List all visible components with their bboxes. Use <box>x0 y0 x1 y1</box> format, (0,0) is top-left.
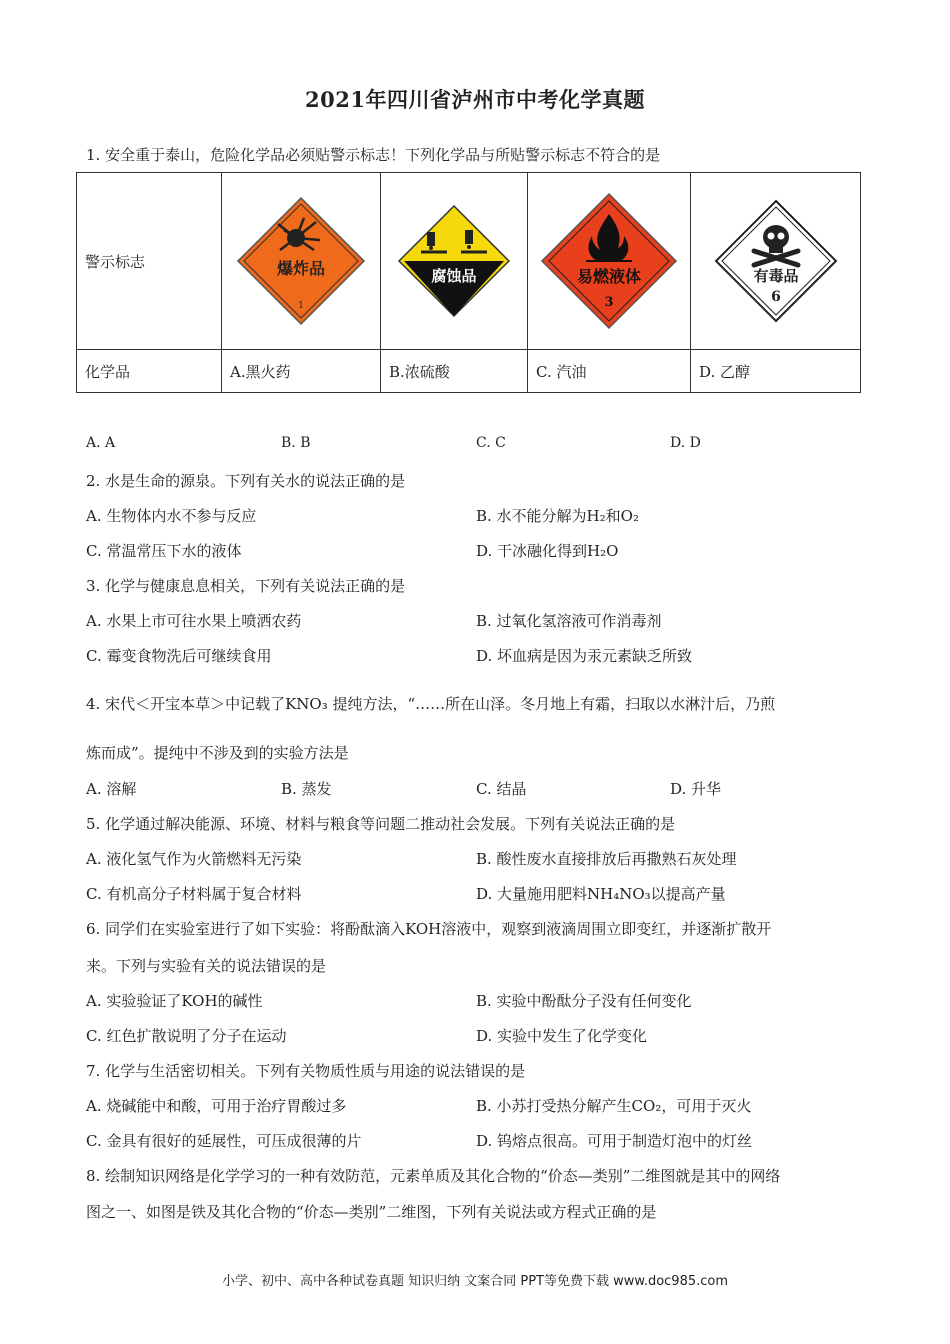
q2-option-d: D. 干冰融化得到H₂O <box>476 542 619 560</box>
chemical-d: D. 乙醇 <box>691 350 861 393</box>
q4-stem-line2: 炼而成”。提纯中不涉及到的实验方法是 <box>86 744 349 762</box>
q5-option-c: C. 有机高分子材料属于复合材料 <box>86 885 302 903</box>
flammable-liquid-sign-icon <box>528 173 691 350</box>
q5-stem: 5. 化学通过解决能源、环境、材料与粮食等问题二推动社会发展。下列有关说法正确的是 <box>86 815 676 833</box>
flammable-sign-number: 3 <box>604 295 614 310</box>
q8-stem-line1: 8. 绘制知识网络是化学学习的一种有效防范，元素单质及其化合物的“价态—类别”二维图就是其中的网络 <box>86 1167 781 1185</box>
q2-stem: 2. 水是生命的源泉。下列有关水的说法正确的是 <box>86 472 406 490</box>
q3-option-b: B. 过氧化氢溶液可作消毒剂 <box>476 612 662 630</box>
q1-option-d: D. D <box>670 435 701 451</box>
chemical-a: A.黑火药 <box>222 350 381 393</box>
warning-sign-table <box>76 172 861 393</box>
q2-option-a: A. 生物体内水不参与反应 <box>86 507 257 525</box>
explosive-sign-icon <box>222 173 381 350</box>
corrosive-sign-label: 腐蚀品 <box>431 267 477 285</box>
q3-option-a: A. 水果上市可往水果上喷洒农药 <box>86 612 302 630</box>
q4-option-a: A. 溶解 <box>86 780 137 798</box>
explosive-sign-number: 1 <box>298 301 304 311</box>
q1-option-a: A. A <box>86 435 116 451</box>
q6-option-b: B. 实验中酚酞分子没有任何变化 <box>476 992 692 1010</box>
q1-option-c: C. C <box>476 435 506 451</box>
q7-option-c: C. 金具有很好的延展性，可压成很薄的片 <box>86 1132 362 1150</box>
corrosive-sign-icon <box>381 173 528 350</box>
toxic-sign-icon <box>691 173 861 350</box>
q5-option-a: A. 液化氢气作为火箭燃料无污染 <box>86 850 302 868</box>
q6-option-c: C. 红色扩散说明了分子在运动 <box>86 1027 287 1045</box>
q1-option-b: B. B <box>281 435 311 451</box>
page-title: 2021年四川省泸州市中考化学真题 <box>305 87 645 112</box>
q7-stem: 7. 化学与生活密切相关。下列有关物质性质与用途的说法错误的是 <box>86 1062 526 1080</box>
q4-option-c: C. 结晶 <box>476 780 527 798</box>
q6-stem-line2: 来。下列与实验有关的说法错误的是 <box>86 957 327 975</box>
q6-option-d: D. 实验中发生了化学变化 <box>476 1027 648 1045</box>
row-header-signs: 警示标志 <box>77 173 222 350</box>
q7-option-a: A. 烧碱能中和酸，可用于治疗胃酸过多 <box>86 1097 347 1115</box>
q8-stem-line2: 图之一、如图是铁及其化合物的“价态—类别”二维图，下列有关说法或方程式正确的是 <box>86 1203 657 1221</box>
q5-option-b: B. 酸性废水直接排放后再撒熟石灰处理 <box>476 850 737 868</box>
chemical-b: B.浓硫酸 <box>381 350 528 393</box>
q2-option-b: B. 水不能分解为H₂和O₂ <box>476 507 639 525</box>
q7-option-b: B. 小苏打受热分解产生CO₂，可用于灭火 <box>476 1097 752 1115</box>
row-header-chemicals: 化学品 <box>77 350 222 393</box>
q1-stem: 1. 安全重于泰山，危险化学品必须贴警示标志！下列化学品与所贴警示标志不符合的是 <box>86 146 661 164</box>
flammable-sign-label: 易燃液体 <box>576 267 642 286</box>
toxic-sign-number: 6 <box>770 289 781 305</box>
q3-option-c: C. 霉变食物洗后可继续食用 <box>86 647 272 665</box>
q3-stem: 3. 化学与健康息息相关，下列有关说法正确的是 <box>86 577 406 595</box>
q7-option-d: D. 钨熔点很高。可用于制造灯泡中的灯丝 <box>476 1132 753 1150</box>
q4-option-b: B. 蒸发 <box>281 780 332 798</box>
q6-stem-line1: 6. 同学们在实验室进行了如下实验：将酚酞滴入KOH溶液中，观察到液滴周围立即变红，并逐渐扩散开 <box>86 920 772 938</box>
q6-option-a: A. 实验验证了KOH的碱性 <box>86 992 263 1010</box>
explosive-sign-label: 爆炸品 <box>276 259 326 278</box>
q2-option-c: C. 常温常压下水的液体 <box>86 542 242 560</box>
toxic-sign-label: 有毒品 <box>752 267 799 285</box>
chemical-c: C. 汽油 <box>528 350 691 393</box>
q4-option-d: D. 升华 <box>670 780 722 798</box>
q5-option-d: D. 大量施用肥料NH₄NO₃以提高产量 <box>476 885 726 903</box>
q3-option-d: D. 坏血病是因为汞元素缺乏所致 <box>476 647 693 665</box>
page-footer: 小学、初中、高中各种试卷真题 知识归纳 文案合同 PPT等免费下载 www.doc985.com <box>221 1274 729 1289</box>
q4-stem-line1: 4. 宋代＜开宝本草＞中记载了KNO₃ 提纯方法，“……所在山泽。冬月地上有霜，扫取以水淋汁后，乃煎 <box>86 695 776 713</box>
